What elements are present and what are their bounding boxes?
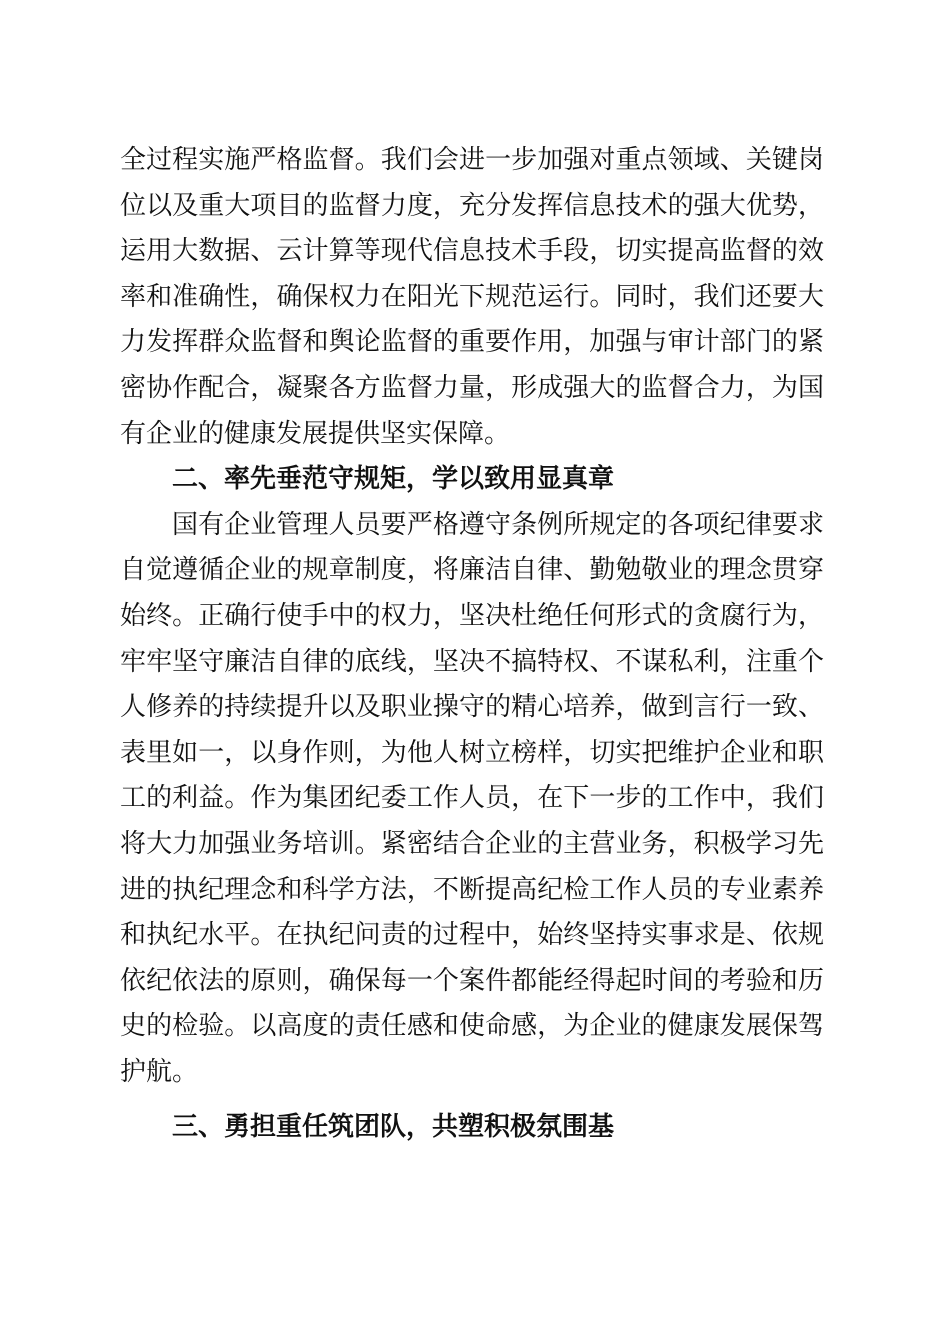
section-heading-3: 三、勇担重任筑团队，共塑积极氛围基 xyxy=(172,1112,615,1143)
section-heading-2: 二、率先垂范守规矩，学以致用显真章 xyxy=(172,464,615,495)
paragraph-supervision: 全过程实施严格监督。我们会进一步加强对重点领域、关键岗位以及重大项目的监督力度，充分发挥信息技术的强大优势，运用大数据、云计算等现代信息技术手段，切实提高监督的效率和准确性，确保权力在阳光下规范运行。同时，我们还要大力发挥群众监督和舆论监督的重要作用，加强与审计部门的紧密协作配合，凝聚各方监督力量，形成强大的监督合力，为国有企业的健康发展提供坚实保障。 xyxy=(120,145,824,449)
document-body xyxy=(120,138,824,1151)
paragraph-discipline: 国有企业管理人员要严格遵守条例所规定的各项纪律要求自觉遵循企业的规章制度，将廉洁自律、勤勉敬业的理念贯穿始终。正确行使手中的权力，坚决杜绝任何形式的贪腐行为，牢牢坚守廉洁自律的底线，坚决不搞特权、不谋私利，注重个人修养的持续提升以及职业操守的精心培养，做到言行一致、表里如一，以身作则，为他人树立榜样，切实把维护企业和职工的利益。作为集团纪委工作人员，在下一步的工作中，我们将大力加强业务培训。紧密结合企业的主营业务，积极学习先进的执纪理念和科学方法，不断提高纪检工作人员的专业素养和执纪水平。在执纪问责的过程中，始终坚持实事求是、依规依纪依法的原则，确保每一个案件都能经得起时间的考验和历史的检验。以高度的责任感和使命感，为企业的健康发展保驾护航。 xyxy=(120,509,824,1087)
